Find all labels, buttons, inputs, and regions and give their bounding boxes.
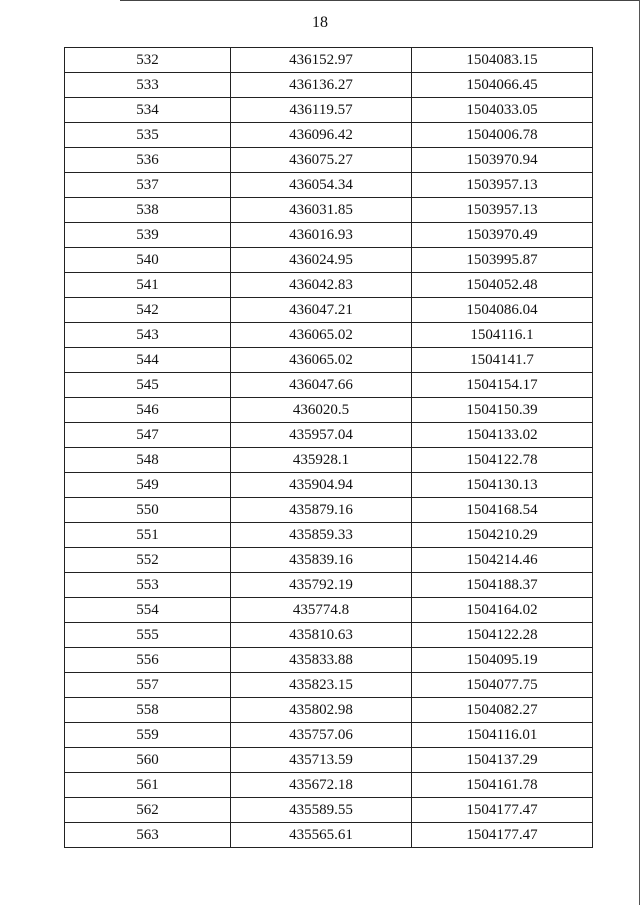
x-coordinate-cell: 436031.85 — [231, 198, 412, 223]
point-number-cell: 547 — [65, 423, 231, 448]
point-number-cell: 560 — [65, 748, 231, 773]
point-number-cell: 537 — [65, 173, 231, 198]
x-coordinate-cell: 435839.16 — [231, 548, 412, 573]
x-coordinate-cell: 436020.5 — [231, 398, 412, 423]
point-number-cell: 538 — [65, 198, 231, 223]
point-number-cell: 562 — [65, 798, 231, 823]
table-row — [65, 298, 593, 323]
point-number-cell: 549 — [65, 473, 231, 498]
table-row — [65, 223, 593, 248]
x-coordinate-cell: 435713.59 — [231, 748, 412, 773]
point-number-cell: 542 — [65, 298, 231, 323]
table-row — [65, 498, 593, 523]
point-number-cell: 539 — [65, 223, 231, 248]
x-coordinate-cell: 436119.57 — [231, 98, 412, 123]
table-row — [65, 73, 593, 98]
x-coordinate-cell: 435565.61 — [231, 823, 412, 848]
y-coordinate-cell: 1504141.7 — [412, 348, 593, 373]
y-coordinate-cell: 1504077.75 — [412, 673, 593, 698]
point-number-cell: 536 — [65, 148, 231, 173]
y-coordinate-cell: 1504122.28 — [412, 623, 593, 648]
x-coordinate-cell: 436136.27 — [231, 73, 412, 98]
table-row — [65, 123, 593, 148]
x-coordinate-cell: 435810.63 — [231, 623, 412, 648]
x-coordinate-cell: 435859.33 — [231, 523, 412, 548]
point-number-cell: 551 — [65, 523, 231, 548]
x-coordinate-cell: 435904.94 — [231, 473, 412, 498]
y-coordinate-cell: 1504210.29 — [412, 523, 593, 548]
point-number-cell: 558 — [65, 698, 231, 723]
y-coordinate-cell: 1504154.17 — [412, 373, 593, 398]
point-number-cell: 556 — [65, 648, 231, 673]
y-coordinate-cell: 1504006.78 — [412, 123, 593, 148]
point-number-cell: 540 — [65, 248, 231, 273]
table-row — [65, 373, 593, 398]
point-number-cell: 561 — [65, 773, 231, 798]
point-number-cell: 554 — [65, 598, 231, 623]
table-row — [65, 198, 593, 223]
x-coordinate-cell: 436075.27 — [231, 148, 412, 173]
x-coordinate-cell: 435957.04 — [231, 423, 412, 448]
table-row — [65, 98, 593, 123]
point-number-cell: 555 — [65, 623, 231, 648]
table-row — [65, 523, 593, 548]
point-number-cell: 535 — [65, 123, 231, 148]
point-number-cell: 543 — [65, 323, 231, 348]
y-coordinate-cell: 1504133.02 — [412, 423, 593, 448]
coordinates-table — [64, 47, 593, 848]
point-number-cell: 563 — [65, 823, 231, 848]
y-coordinate-cell: 1504052.48 — [412, 273, 593, 298]
point-number-cell: 544 — [65, 348, 231, 373]
y-coordinate-cell: 1504164.02 — [412, 598, 593, 623]
table-row — [65, 698, 593, 723]
y-coordinate-cell: 1504082.27 — [412, 698, 593, 723]
y-coordinate-cell: 1504116.1 — [412, 323, 593, 348]
table-row — [65, 323, 593, 348]
table-row — [65, 148, 593, 173]
x-coordinate-cell: 435802.98 — [231, 698, 412, 723]
y-coordinate-cell: 1503970.94 — [412, 148, 593, 173]
y-coordinate-cell: 1504177.47 — [412, 798, 593, 823]
point-number-cell: 534 — [65, 98, 231, 123]
y-coordinate-cell: 1504116.01 — [412, 723, 593, 748]
x-coordinate-cell: 435757.06 — [231, 723, 412, 748]
table-row — [65, 473, 593, 498]
y-coordinate-cell: 1503957.13 — [412, 198, 593, 223]
y-coordinate-cell: 1504214.46 — [412, 548, 593, 573]
table-row — [65, 748, 593, 773]
x-coordinate-cell: 436042.83 — [231, 273, 412, 298]
page-number: 18 — [312, 14, 328, 31]
x-coordinate-cell: 435928.1 — [231, 448, 412, 473]
point-number-cell: 553 — [65, 573, 231, 598]
table-row — [65, 173, 593, 198]
table-row — [65, 448, 593, 473]
point-number-cell: 552 — [65, 548, 231, 573]
y-coordinate-cell: 1504122.78 — [412, 448, 593, 473]
x-coordinate-cell: 436065.02 — [231, 323, 412, 348]
table-row — [65, 48, 593, 73]
point-number-cell: 545 — [65, 373, 231, 398]
y-coordinate-cell: 1503995.87 — [412, 248, 593, 273]
x-coordinate-cell: 435774.8 — [231, 598, 412, 623]
x-coordinate-cell: 436054.34 — [231, 173, 412, 198]
x-coordinate-cell: 436047.66 — [231, 373, 412, 398]
x-coordinate-cell: 435823.15 — [231, 673, 412, 698]
table-row — [65, 623, 593, 648]
point-number-cell: 550 — [65, 498, 231, 523]
y-coordinate-cell: 1504130.13 — [412, 473, 593, 498]
table-row — [65, 598, 593, 623]
table-row — [65, 573, 593, 598]
point-number-cell: 546 — [65, 398, 231, 423]
point-number-cell: 557 — [65, 673, 231, 698]
x-coordinate-cell: 435879.16 — [231, 498, 412, 523]
table-row — [65, 648, 593, 673]
y-coordinate-cell: 1504033.05 — [412, 98, 593, 123]
y-coordinate-cell: 1504137.29 — [412, 748, 593, 773]
table-row — [65, 248, 593, 273]
point-number-cell: 548 — [65, 448, 231, 473]
y-coordinate-cell: 1504168.54 — [412, 498, 593, 523]
scan-edge-top — [120, 0, 640, 1]
table-row — [65, 348, 593, 373]
point-number-cell: 541 — [65, 273, 231, 298]
table-row — [65, 673, 593, 698]
x-coordinate-cell: 436047.21 — [231, 298, 412, 323]
point-number-cell: 532 — [65, 48, 231, 73]
x-coordinate-cell: 435833.88 — [231, 648, 412, 673]
coordinates-table-body — [65, 48, 593, 848]
y-coordinate-cell: 1504188.37 — [412, 573, 593, 598]
x-coordinate-cell: 436016.93 — [231, 223, 412, 248]
y-coordinate-cell: 1503957.13 — [412, 173, 593, 198]
y-coordinate-cell: 1504066.45 — [412, 73, 593, 98]
x-coordinate-cell: 436024.95 — [231, 248, 412, 273]
point-number-cell: 533 — [65, 73, 231, 98]
x-coordinate-cell: 436096.42 — [231, 123, 412, 148]
y-coordinate-cell: 1504177.47 — [412, 823, 593, 848]
y-coordinate-cell: 1504086.04 — [412, 298, 593, 323]
table-row — [65, 423, 593, 448]
table-row — [65, 548, 593, 573]
y-coordinate-cell: 1504083.15 — [412, 48, 593, 73]
table-row — [65, 723, 593, 748]
x-coordinate-cell: 435672.18 — [231, 773, 412, 798]
x-coordinate-cell: 436152.97 — [231, 48, 412, 73]
table-row — [65, 823, 593, 848]
y-coordinate-cell: 1504161.78 — [412, 773, 593, 798]
table-row — [65, 273, 593, 298]
y-coordinate-cell: 1504150.39 — [412, 398, 593, 423]
table-row — [65, 398, 593, 423]
x-coordinate-cell: 435792.19 — [231, 573, 412, 598]
y-coordinate-cell: 1503970.49 — [412, 223, 593, 248]
y-coordinate-cell: 1504095.19 — [412, 648, 593, 673]
x-coordinate-cell: 435589.55 — [231, 798, 412, 823]
point-number-cell: 559 — [65, 723, 231, 748]
x-coordinate-cell: 436065.02 — [231, 348, 412, 373]
table-row — [65, 798, 593, 823]
table-row — [65, 773, 593, 798]
